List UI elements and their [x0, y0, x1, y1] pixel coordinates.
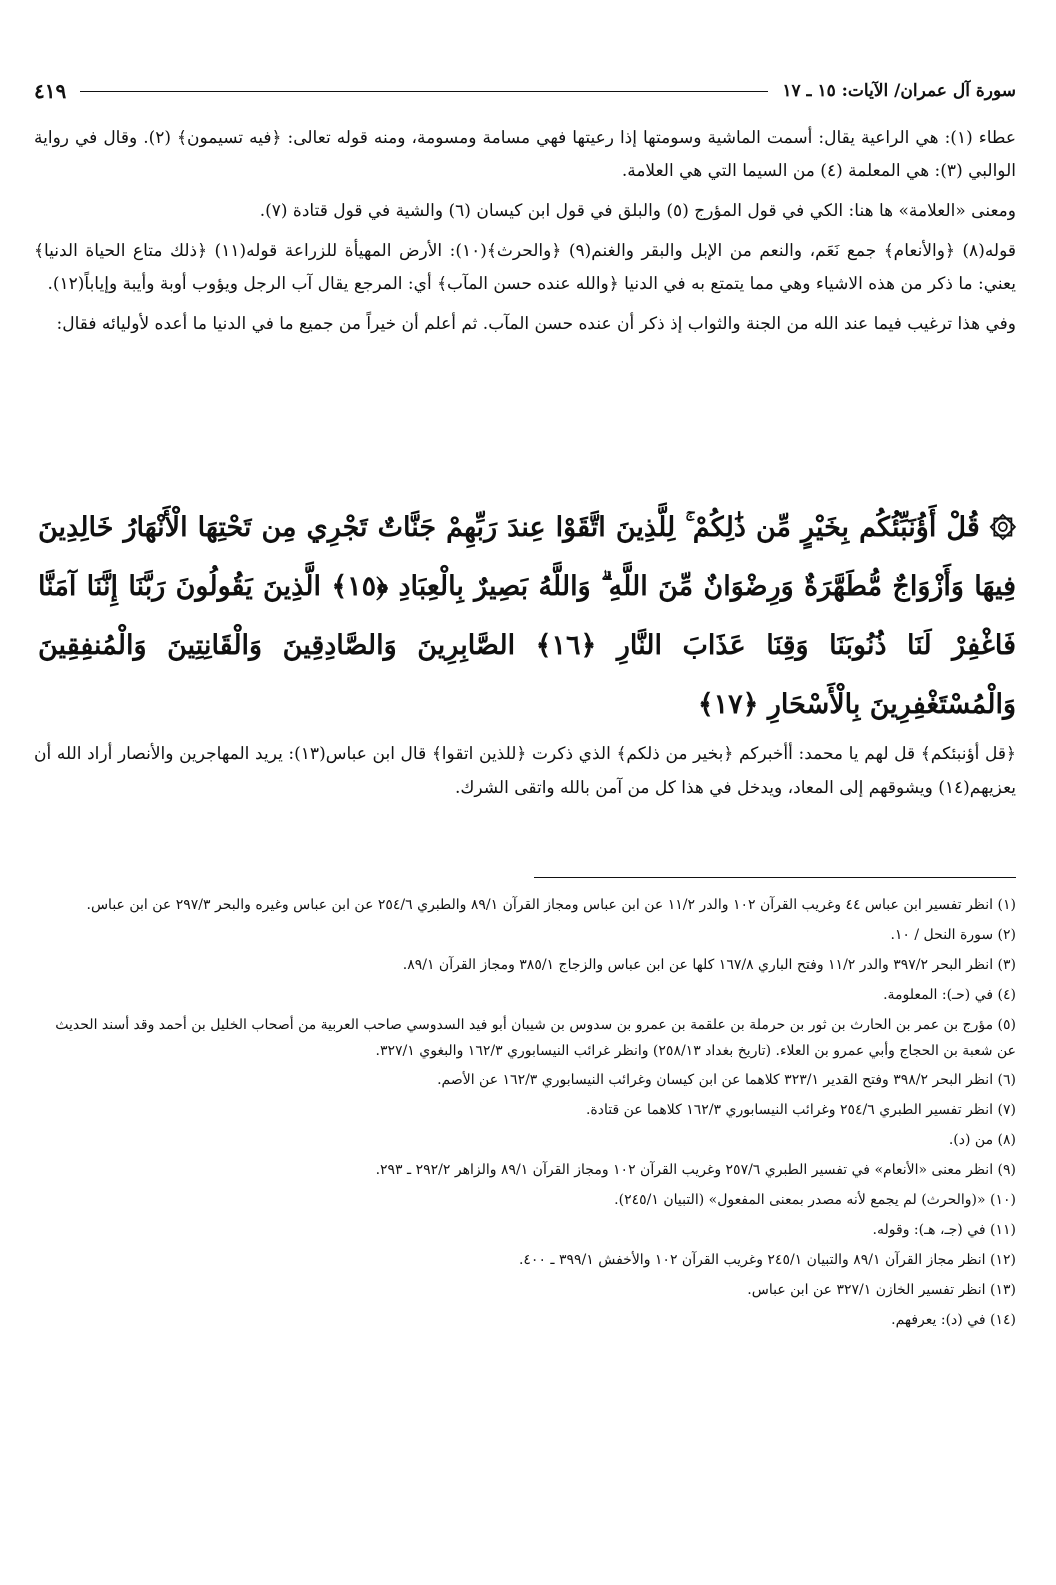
page-number: ٤١٩ — [34, 79, 67, 103]
footnote: (٤) في (حـ): المعلومة. — [883, 987, 1016, 1003]
footnote-separator — [534, 877, 1016, 878]
commentary-body — [34, 122, 1016, 348]
surah-title: سورة آل عمران/ الآيات: ١٥ ـ ١٧ — [782, 81, 1016, 101]
verse-commentary: ﴿قل أؤنبئكم﴾ قل لهم يا محمد: أأخبركم ﴿بخير من ذلكم﴾ الذي ذكرت ﴿للذين اتقوا﴾ قال ابن عباس(١٣): يريد المهاجرين والأنصار أراد الله أن يعزيهم(١٤) ويشوقهم إلى المعاد، ويدخل في هذا كل من آمن بالله واتقى الشرك. — [34, 744, 1016, 798]
header-rule — [80, 91, 768, 92]
footnote: (١١) في (جـ، هـ): وقوله. — [872, 1222, 1016, 1238]
paragraph: عطاء (١): هي الراعية يقال: أسمت الماشية وسومتها إذا رعيتها فهي مسامة ومسومة، ومنه قوله تعالى: ﴿فيه تسيمون﴾ (٢). وقال في رواية الوالبي (٣): هي المعلمة (٤) من السيما التي هي العلامة. — [34, 128, 1016, 181]
footnote: (٨) من (د). — [948, 1132, 1016, 1148]
footnote: (٥) مؤرج بن عمر بن الحارث بن ثور بن حرملة بن علقمة بن عمرو بن سدوس بن شيبان أبو فيد السدوسي صاحب العربية من أصحاب الخليل بن أحمد وقد أسند الحديث عن شعبة بن الحجاج وأبي عمرو بن العلاء. (تاريخ بغداد ٢٥٨/١٣) وانظر غرائب النيسابوري ١٦٢/٣ والبغوي ٣٢٧/١. — [55, 1017, 1016, 1059]
footnote: (١٤) في (د): يعرفهم. — [891, 1312, 1016, 1328]
footnote: (١٠) «(والحرث) لم يجمع لأنه مصدر بمعنى المفعول» (التبيان ٢٤٥/١). — [614, 1192, 1016, 1208]
footnote: (٦) انظر البحر ٣٩٨/٢ وفتح القدير ٣٢٣/١ كلاهما عن ابن كيسان وغرائب النيسابوري ١٦٢/٣ عن الأصم. — [437, 1072, 1016, 1088]
paragraph: وفي هذا ترغيب فيما عند الله من الجنة والثواب إذ ذكر أن عنده حسن المآب. ثم أعلم أن خيراً من جميع ما في الدنيا ما أعده لأوليائه فقال: — [56, 314, 1016, 334]
footnote: (١٢) انظر مجاز القرآن ٨٩/١ والتبيان ٢٤٥/١ وغريب القرآن ١٠٢ والأخفش ٣٩٩/١ ـ ٤٠٠. — [518, 1252, 1016, 1268]
footnote: (١) انظر تفسير ابن عباس ٤٤ وغريب القرآن ١٠٢ والدر ١١/٢ عن ابن عباس ومجاز القرآن ٨٩/١ والطبري ٢٥٤/٦ عن ابن عباس وغيره والبحر ٢٩٧/٣ عن ابن عباس. — [86, 897, 1016, 913]
footnotes-list — [34, 892, 1016, 1337]
paragraph: قوله(٨) ﴿والأنعام﴾ جمع نَعَم، والنعم من الإبل والبقر والغنم(٩) ﴿والحرث﴾(١٠): الأرض المهيأة للزراعة قوله(١١) ﴿ذلك متاع الحياة الدنيا﴾ يعني: ما ذكر من هذه الاشياء وهي مما يتمتع به في الدنيا ﴿والله عنده حسن المآب﴾ أي: المرجع يقال آب الرجل ويؤوب أوبة وأيبة وإياباً(١٢). — [34, 241, 1017, 294]
quran-verse-block: ۞ قُلْ أَؤُنَبِّئُكُم بِخَيْرٍ مِّن ذَٰلِكُمْ ۚ لِلَّذِينَ اتَّقَوْا عِندَ رَبِّهِمْ جَنَّاتٌ تَجْرِي مِن تَحْتِهَا الْأَنْهَارُ خَالِدِينَ فِيهَا وَأَزْوَاجٌ مُّطَهَّرَةٌ وَرِضْوَانٌ مِّنَ اللَّهِ ۗ وَاللَّهُ بَصِيرٌ بِالْعِبَادِ ﴿١٥﴾ الَّذِينَ يَقُولُونَ رَبَّنَا إِنَّنَا آمَنَّا فَاغْفِرْ لَنَا ذُنُوبَنَا وَقِنَا عَذَابَ النَّارِ ﴿١٦﴾ الصَّابِرِينَ وَالصَّادِقِينَ وَالْقَانِتِينَ وَالْمُنفِقِينَ وَالْمُسْتَغْفِرِينَ بِالْأَسْحَارِ ﴿١٧﴾ — [38, 512, 1016, 720]
footnote: (٢) سورة النحل / ١٠. — [890, 927, 1016, 943]
footnote: (٧) انظر تفسير الطبري ٢٥٤/٦ وغرائب النيسابوري ١٦٢/٣ كلاهما عن قتادة. — [585, 1102, 1016, 1118]
paragraph: ومعنى «العلامة» ها هنا: الكي في قول المؤرج (٥) والبلق في قول ابن كيسان (٦) والشية في قول قتادة (٧). — [259, 201, 1016, 221]
footnote: (٣) انظر البحر ٣٩٧/٢ والدر ١١/٢ وفتح الباري ١٦٧/٨ كلها عن ابن عباس والزجاج ٣٨٥/١ ومجاز القرآن ٨٩/١. — [402, 957, 1016, 973]
page-header — [34, 74, 1016, 108]
footnote: (٩) انظر معنى «الأنعام» في تفسير الطبري ٢٥٧/٦ وغريب القرآن ١٠٢ ومجاز القرآن ٨٩/١ والزاهر ٢٩٢/٢ ـ ٢٩٣. — [375, 1162, 1016, 1178]
footnote: (١٣) انظر تفسير الخازن ٣٢٧/١ عن ابن عباس. — [747, 1282, 1016, 1298]
